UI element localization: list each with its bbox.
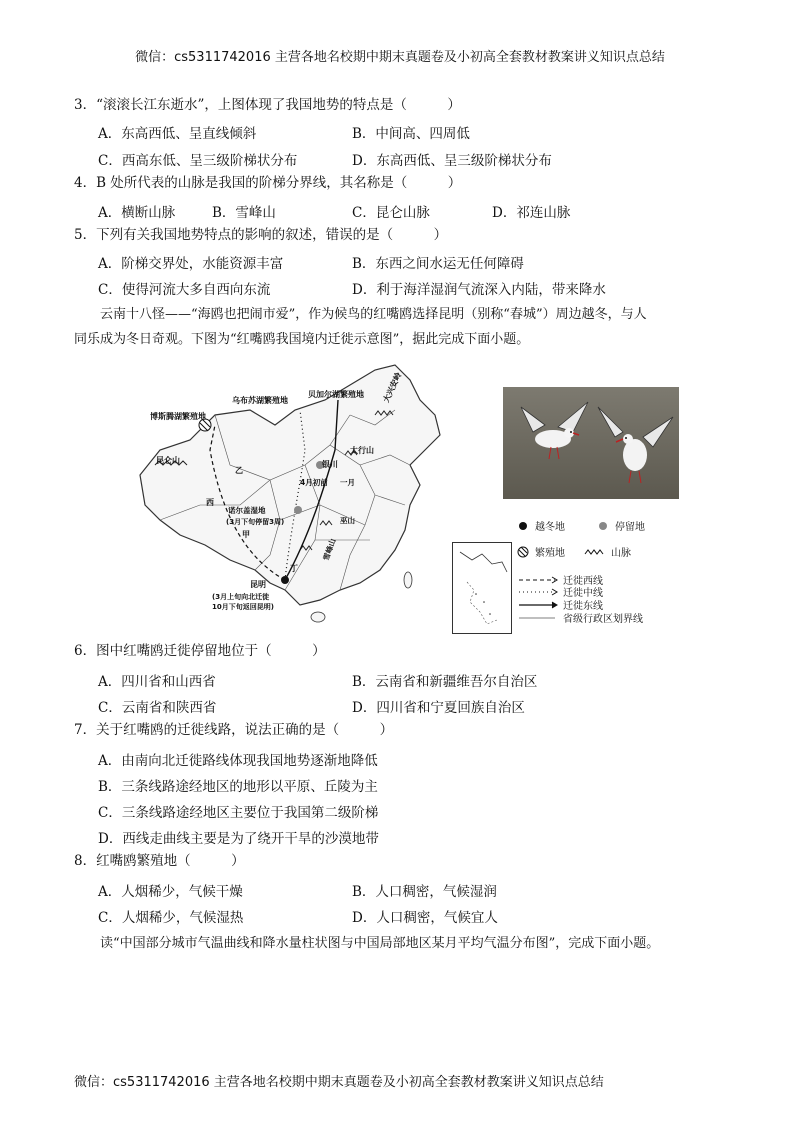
q4-option-c[interactable]: C．昆仑山脉 <box>352 205 430 221</box>
label-nuoergai: 诺尔盖湿地 <box>228 506 266 515</box>
label-kunming: 昆明 <box>250 580 266 589</box>
legend-boundary: 省级行政区划界线 <box>563 614 643 625</box>
q6-option-b[interactable]: B．云南省和新疆维吾尔自治区 <box>352 674 538 690</box>
legend-west: 迁徙西线 <box>563 576 603 587</box>
label-ding: 丁 <box>290 564 298 573</box>
migration-map <box>120 355 460 635</box>
label-jan: 一月 <box>340 478 355 487</box>
label-yi: 乙 <box>235 466 243 475</box>
q4-option-a[interactable]: A．横断山脉 <box>98 205 176 221</box>
q3-option-d[interactable]: D．东高西低、呈三级阶梯状分布 <box>352 153 552 169</box>
q7-option-d[interactable]: D．西线走曲线主要是为了绕开干旱的沙漠地带 <box>98 831 379 847</box>
q3-option-a[interactable]: A．东高西低、呈直线倾斜 <box>98 126 257 142</box>
q7-option-c[interactable]: C．三条线路途经地区主要位于我国第二级阶梯 <box>98 805 379 821</box>
winter-site-dot <box>281 576 289 584</box>
page-footer: 微信：cs5311742016 主营各地名校期中期末真题卷及小初高全套教材教案讲义知识点总结 <box>74 1075 604 1090</box>
gull-photo <box>503 387 679 499</box>
q8-option-b[interactable]: B．人口稠密，气候湿润 <box>352 884 497 900</box>
q8-option-d[interactable]: D．人口稠密，气候宜人 <box>352 910 498 926</box>
label-yinchuan: 银川 <box>322 460 338 469</box>
q5-option-a[interactable]: A．阶梯交界处，水能资源丰富 <box>98 256 284 272</box>
route-legend <box>515 574 675 634</box>
page-header: 微信：cs5311742016 主营各地名校期中期末真题卷及小初高全套教材教案讲义知识点总结 <box>135 50 665 65</box>
question-8-stem: 8．红嘴鸥繁殖地（ ） <box>74 853 245 869</box>
label-kunlun: 昆仑山 <box>156 456 180 465</box>
legend-breed: 繁殖地 <box>535 548 565 559</box>
stop-site-dot-nuoergai <box>294 506 302 514</box>
question-3-stem: 3．“滚滚长江东逝水”，上图体现了我国地势的特点是（ ） <box>74 97 461 113</box>
q8-option-c[interactable]: C．人烟稀少，气候湿热 <box>98 910 244 926</box>
legend-east: 迁徙东线 <box>563 601 603 612</box>
q5-option-c[interactable]: C．使得河流大多自西向东流 <box>98 282 271 298</box>
label-baikal: 贝加尔湖繁殖地 <box>308 390 364 399</box>
legend-winter: 越冬地 <box>535 522 565 533</box>
label-wuburs: 乌布苏湖繁殖地 <box>232 396 288 405</box>
label-taihang: 太行山 <box>350 446 374 455</box>
question-4-stem: 4．B 处所代表的山脉是我国的阶梯分界线，其名称是（ ） <box>74 175 462 191</box>
q4-option-d[interactable]: D．祁连山脉 <box>492 205 571 221</box>
q8-option-a[interactable]: A．人烟稀少，气候干燥 <box>98 884 243 900</box>
legend-mountain: 山脉 <box>611 548 631 559</box>
q5-option-b[interactable]: B．东西之间水运无任何障碍 <box>352 256 524 272</box>
q7-option-a[interactable]: A．由南向北迁徙路线体现我国地势逐渐地降低 <box>98 753 378 769</box>
taiwan-island <box>404 572 412 588</box>
label-april: 4月初前 <box>300 478 328 487</box>
intro-paragraph-line2: 同乐成为冬日奇观。下图为“红嘴鸥我国境内迁徙示意图”，据此完成下面小题。 <box>74 332 530 347</box>
q3-option-b[interactable]: B．中间高、四周低 <box>352 126 470 142</box>
q6-option-c[interactable]: C．云南省和陕西省 <box>98 700 217 716</box>
label-daxinganling: 大兴安岭 <box>381 371 404 404</box>
question-5-stem: 5．下列有关我国地势特点的影响的叙述，错误的是（ ） <box>74 227 448 243</box>
label-kunming-note1: (3月上旬向北迁徙 <box>212 593 270 601</box>
q6-option-d[interactable]: D．四川省和宁夏回族自治区 <box>352 700 525 716</box>
q5-option-d[interactable]: D．利于海洋湿润气流深入内陆，带来降水 <box>352 282 606 298</box>
label-kunming-note2: 10月下旬返回昆明) <box>212 603 274 611</box>
question-7-stem: 7．关于红嘴鸥的迁徙线路，说法正确的是（ ） <box>74 722 394 738</box>
closing-paragraph: 读“中国部分城市气温曲线和降水量柱状图与中国局部地区某月平均气温分布图”，完成下面小题。 <box>100 936 660 951</box>
label-nuoergai-date: (3月下旬停留3周) <box>226 518 285 526</box>
q7-option-b[interactable]: B．三条线路途经地区的地形以平原、丘陵为主 <box>98 779 378 795</box>
question-6-stem: 6．图中红嘴鸥迁徙停留地位于（ ） <box>74 643 326 659</box>
q4-option-b[interactable]: B．雪峰山 <box>212 205 276 221</box>
hainan-island <box>311 612 325 622</box>
legend-middle: 迁徙中线 <box>563 588 603 599</box>
q3-option-c[interactable]: C．西高东低、呈三级阶梯状分布 <box>98 153 298 169</box>
legend-stop: 停留地 <box>615 522 645 533</box>
label-xi: 西 <box>206 498 214 507</box>
intro-paragraph-line1: 云南十八怪——“海鸥也把闹市爱”，作为候鸟的红嘴鸥选择昆明（别称“春城”）周边越冬，与人 <box>100 307 647 322</box>
label-bosten: 博斯腾湖繁殖地 <box>150 412 206 421</box>
q6-option-a[interactable]: A．四川省和山西省 <box>98 674 216 690</box>
label-jia: 甲 <box>242 530 250 539</box>
south-china-sea-inset <box>452 542 512 634</box>
label-xuefeng: 雪峰山 <box>321 537 338 562</box>
label-wushan: 巫山 <box>340 516 355 525</box>
